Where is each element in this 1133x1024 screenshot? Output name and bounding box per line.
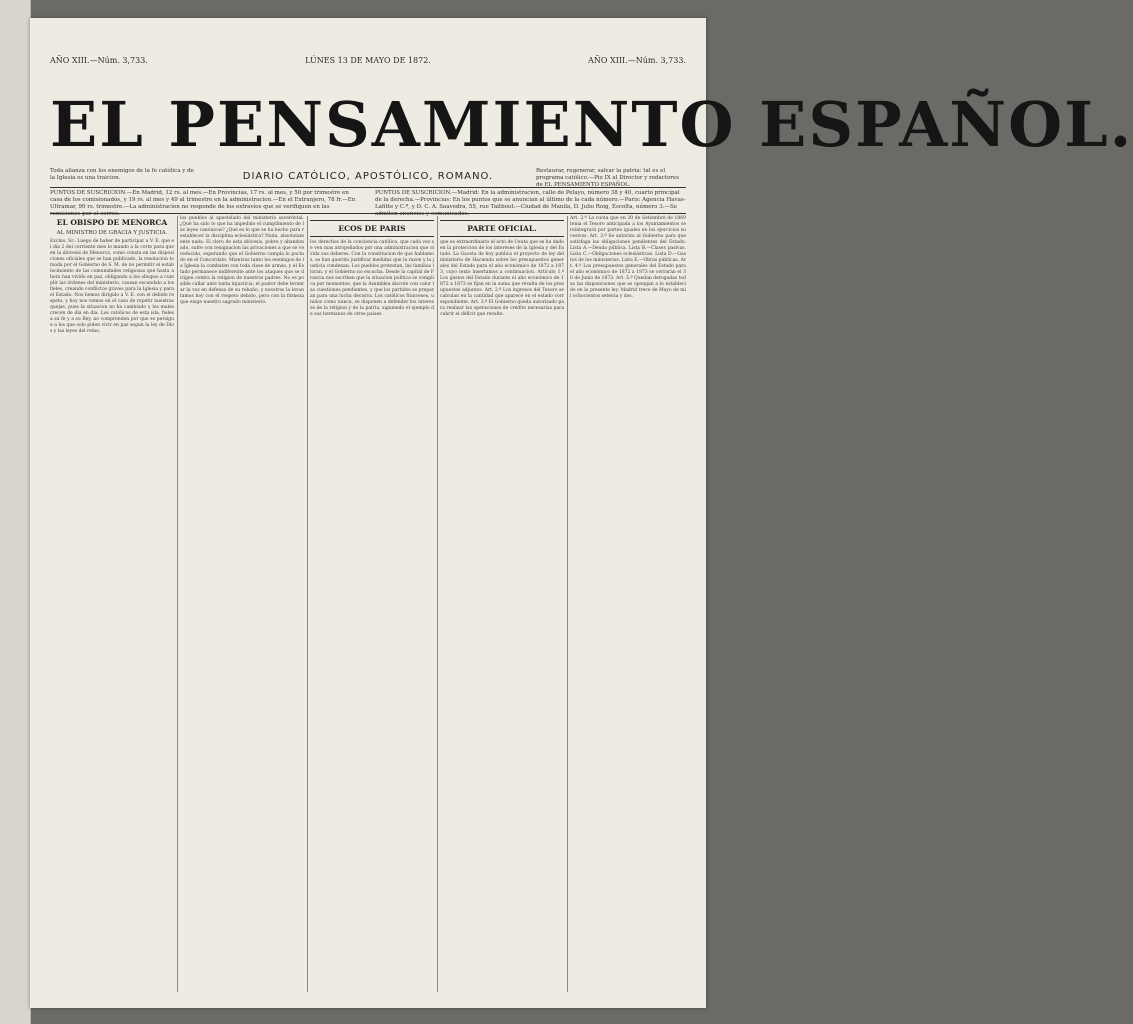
subscription-info-left: PUNTOS DE SUSCRICION.—En Madrid, 12 rs. al mes.—En Provincias, 17 rs. al mes, y 50 por trimestre en casa de los comisionados, y 19 rs. al mes y 49 al trimestre en la administracion.—En el Extranjero, 78 fr.—En Ultramar, 90 rs. trimestre.—La administracion no responde de los extravíos que se verifiquen en las remisiones por el correo. <box>50 190 356 217</box>
article-body: los derechos de la conciencia católica, que cada vez se ven mas atropellados por una administracion que olvida sus deberes. Con la constitucion de que hablamos, se han querido justificar medidas que la razon y la justicia condenan. Los pueblos protestan, las familias lloran, y el Gobierno no escucha. Desde la capital de Francia nos escriben que la situacion política se complica por momentos; que la Asamblea discute con calor las cuestiones pendientes, y que los partidos se preparan para una lucha decisiva. Los católicos franceses, unidos como nunca, se disponen a defender los intereses de la religion y de la patria, siguiendo el ejemplo de sus hermanos de otros países. <box>310 240 434 317</box>
article-subheading: AL MINISTRO DE GRACIA Y JUSTICIA. <box>56 230 168 236</box>
column-2 <box>180 216 304 992</box>
article-body: los pueblos al apostolado del ministerio sacerdotal. ¿Qué ha sido lo que ha impedido el cumplimiento de las leyes canónicas? ¿Qué es lo que se ha hecho para restablecer la disciplina eclesiástica? Nada, absolutamente nada. El clero de esta diócesis, pobre y abandonado, sufre con resignacion las privaciones a que se ve reducido, esperando que el Gobierno cumpla lo pactado en el Concordato. Mientras tanto los enemigos de la Iglesia la combaten con toda clase de armas, y el Estado permanece indiferente ante los ataques que se dirigen contra la religion de nuestros padres. No es posible callar ante tanta injusticia; el pastor debe levantar la voz en defensa de su rebaño, y nosotros la levantamos hoy con el respeto debido, pero con la firmeza que exige nuestro sagrado ministerio. <box>180 216 304 305</box>
subscription-info-right: PUNTOS DE SUSCRICION.—Madrid: En la administracion, calle de Pelayo, número 38 y 40, cuarto principal de la derecha.—Provincias: En los puntos que se anuncian al último de la cada número.—Paris: Agencia Havas-Lafitte y C.ª, y D. C. A. Saavedra, 55, rue Taitbout.—Ciudad de Manila, D. Julio Roig, Escolta, número 3.—Se admiten anuncios y comunicados. <box>375 190 686 217</box>
adjacent-page-edge <box>0 0 31 1024</box>
header-rule-bottom <box>50 213 686 214</box>
section-title-ecos-de-paris: ECOS DE PARIS <box>310 220 434 237</box>
section-title-parte-oficial: PARTE OFICIAL. <box>440 220 564 237</box>
column-5 <box>570 216 686 992</box>
article-columns <box>50 216 686 992</box>
issue-date: LÚNES 13 DE MAYO DE 1872. <box>305 56 431 65</box>
article-body: Excmo. Sr.: Luego de haber de participar a V. E. que el día 2 del corriente mes lo mando a la corte para que en la diócesis de Menorca, como consta en las disposiciones oficiales que se han publicado, la resolucion tomada por el Gobierno de S. M. de no permitir el establecimiento de las comunidades religiosas que hasta ahora han vivido en paz, obligando a los obispos a cumplir las órdenes del ministerio, causan escandalo a los fieles, creando conflictos graves para la Iglesia y para el Estado. Nos hemos dirigido a V. E. con el debido respeto, y hoy nos vemos en el caso de repetir nuestras quejas, pues la situacion no ha cambiado y los males crecen de dia en dia. Los católicos de esta isla, fieles a su fe y a su Rey, no comprenden por que se persigue a los que solo piden vivir en paz segun la ley de Dios y las leyes del reino. <box>50 239 174 334</box>
issue-number-left: AÑO XIII.—Núm. 3,733. <box>50 56 148 65</box>
masthead-title: EL PENSAMIENTO ESPAÑOL. <box>50 88 1133 161</box>
column-divider <box>307 216 308 992</box>
column-divider <box>177 216 178 992</box>
newspaper-page <box>30 18 1133 1008</box>
column-divider <box>567 216 568 992</box>
column-1 <box>50 216 174 992</box>
motto-left: Toda alianza con los enemigos de la fe católica y de la Iglesia es una traicion. <box>50 168 194 181</box>
motto-right: Restaurar, regenerar, salvar la patria: tal es el programa católico.—Pio IX al Director y redactores de EL PENSAMIENTO ESPAÑOL. <box>536 168 680 188</box>
issue-line <box>50 56 686 70</box>
article-heading: EL OBISPO DE MENORCA <box>56 218 168 227</box>
tagline: DIARIO CATÓLICO, APOSTÓLICO, ROMANO. <box>242 171 494 182</box>
subscription-row <box>50 190 686 217</box>
header-rule-top <box>50 187 686 188</box>
column-3 <box>310 216 434 992</box>
article-body: Art. 2.º La cuota que en 30 de Setiembre de 1869 tenia el Tesoro anticipada a los Ayuntamientos se reintegrará por partes iguales en los ejercicios sucesivos. Art. 3.º Se autoriza al Gobierno para que satisfaga las obligaciones pendientes del Estado. Lista A.—Deuda pública. Lista B.—Clases pasivas. Lista C.—Obligaciones eclesiásticas. Lista D.—Gastos de los ministerios. Lista E.—Obras públicas. Art. 4.º Los presupuestos generales del Estado para el año económico de 1872 a 1873 se cerrarán el 30 de Junio de 1873. Art. 5.º Quedan derogadas todas las disposiciones que se opongan a lo establecido en la presente ley. Madrid trece de Mayo de mil ochocientos setenta y dos. <box>570 216 686 299</box>
column-divider <box>437 216 438 992</box>
issue-number-right: AÑO XIII.—Núm. 3,733. <box>588 56 686 65</box>
article-body: que es extraordinario el acto de Ceuta que se ha dado en la proteccion de los intereses de la Iglesia y del Estado. La Gaceta de hoy publica el proyecto de ley del ministerio de Hacienda sobre los presupuestos generales del Estado para el año económico de 1872 a 1873, cuyo texto insertamos a continuacion. Artículo 1.º Los gastos del Estado durante el año económico de 1872 a 1873 se fijan en la suma que resulta de los presupuestos adjuntos. Art. 2.º Los ingresos del Tesoro se calculan en la cantidad que aparece en el estado correspondiente. Art. 3.º El Gobierno queda autorizado para realizar las operaciones de crédito necesarias para cubrir el déficit que resulte. <box>440 240 564 317</box>
column-4 <box>440 216 564 992</box>
